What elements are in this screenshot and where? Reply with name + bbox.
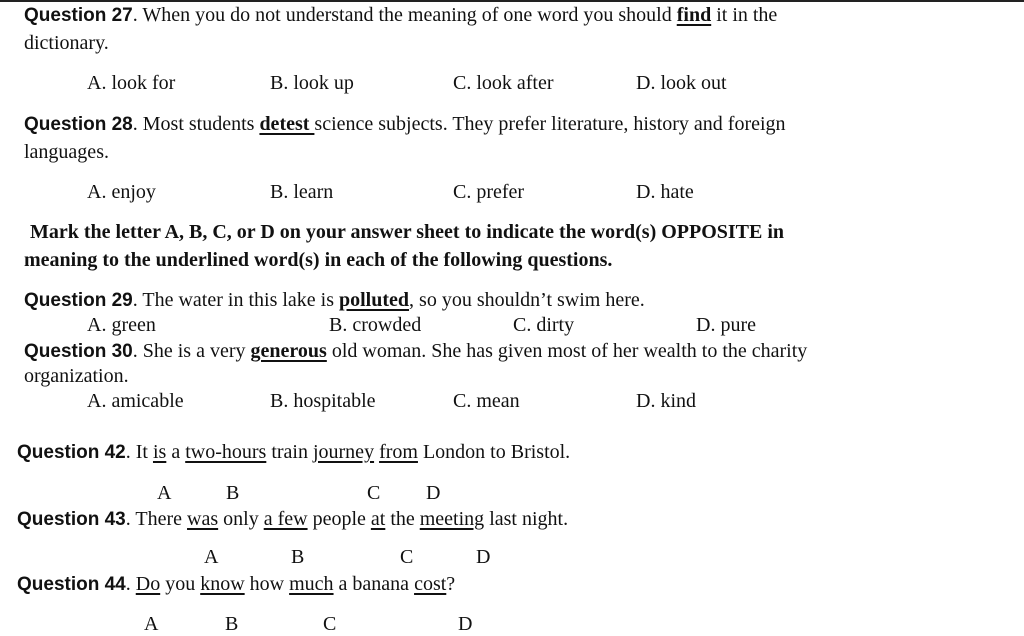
question-28-stem-line2: languages. xyxy=(24,141,109,163)
question-42-text-2: a xyxy=(166,441,186,463)
instruction-line-1: Mark the letter A, B, C, or D on your answer sheet to indicate the word(s) OPPOSITE in xyxy=(30,221,785,243)
question-44-underlined-b: know xyxy=(200,573,245,595)
question-27-text-before: . When you do not understand the meaning of one word you should xyxy=(132,4,677,26)
question-27-stem-line2: dictionary. xyxy=(24,32,109,54)
question-29-option-c[interactable]: C. dirty xyxy=(513,314,575,336)
question-42-underlined-c: journey xyxy=(312,441,375,463)
question-43-text-4: the xyxy=(385,508,420,530)
question-27-option-a[interactable]: A. look for xyxy=(87,72,176,94)
question-43-underlined-a: was xyxy=(187,508,219,530)
question-44-letter-a[interactable]: A xyxy=(144,613,159,635)
question-29-option-d[interactable]: D. pure xyxy=(696,314,756,336)
question-44-letter-b[interactable]: B xyxy=(225,613,239,635)
question-27-option-c[interactable]: C. look after xyxy=(453,72,554,94)
question-43-stem xyxy=(17,507,568,532)
question-29-text-after: , so you shouldn’t swim here. xyxy=(409,289,645,311)
top-rule xyxy=(0,0,1024,2)
question-42-letter-d[interactable]: D xyxy=(426,482,441,504)
question-44-underlined-d: cost xyxy=(414,573,447,595)
question-43-underlined-d: meeting xyxy=(419,508,485,530)
question-43-text-1: . There xyxy=(125,508,188,530)
question-44-text-2: you xyxy=(160,573,201,595)
question-27-stem xyxy=(24,3,777,28)
question-30-text-before: . She is a very xyxy=(132,340,251,362)
question-44-text-3: how xyxy=(244,573,290,595)
question-43-text-5: last night. xyxy=(484,508,569,530)
question-28-stem xyxy=(24,112,786,137)
question-29-stem xyxy=(24,288,645,313)
question-44-letter-d[interactable]: D xyxy=(458,613,473,635)
question-42-text-3: train xyxy=(266,441,313,463)
question-27-text-after: it in the xyxy=(711,4,778,26)
question-43-letter-c[interactable]: C xyxy=(400,546,414,568)
question-44-text-5: ? xyxy=(446,573,456,595)
question-42-underlined-a: is xyxy=(152,441,167,463)
question-28-option-b[interactable]: B. learn xyxy=(270,181,334,203)
instruction-line-2: meaning to the underlined word(s) in each of the following questions. xyxy=(24,249,613,271)
question-29-option-a[interactable]: A. green xyxy=(87,314,156,336)
question-42-text-1: . It xyxy=(125,441,153,463)
question-42-underlined-d: from xyxy=(379,441,418,463)
question-42-letter-c[interactable]: C xyxy=(367,482,381,504)
question-27-label: Question 27 xyxy=(24,5,133,26)
question-44-text-1: . xyxy=(125,573,136,595)
question-30-option-a[interactable]: A. amicable xyxy=(87,390,184,412)
question-30-option-d[interactable]: D. kind xyxy=(636,390,696,412)
question-29-underlined-word: polluted xyxy=(339,289,410,311)
question-43-letter-a[interactable]: A xyxy=(204,546,219,568)
question-43-text-3: people xyxy=(307,508,371,530)
question-28-underlined-word: detest xyxy=(259,113,315,135)
question-28-option-d[interactable]: D. hate xyxy=(636,181,694,203)
question-43-underlined-b: a few xyxy=(263,508,308,530)
question-30-underlined-word: generous xyxy=(250,340,327,362)
question-44-text-4: a banana xyxy=(333,573,415,595)
question-29-option-b[interactable]: B. crowded xyxy=(329,314,422,336)
question-43-label: Question 43 xyxy=(17,509,126,530)
question-28-option-c[interactable]: C. prefer xyxy=(453,181,525,203)
question-29-text-before: . The water in this lake is xyxy=(132,289,339,311)
question-44-underlined-a: Do xyxy=(135,573,161,595)
question-42-letter-a[interactable]: A xyxy=(157,482,172,504)
question-30-text-after: old woman. She has given most of her wealth to the charity xyxy=(326,340,808,362)
question-27-underlined-word: find xyxy=(676,4,712,26)
question-27-option-b[interactable]: B. look up xyxy=(270,72,354,94)
question-42-label: Question 42 xyxy=(17,442,126,463)
question-43-letter-b[interactable]: B xyxy=(291,546,305,568)
question-30-stem-line2: organization. xyxy=(24,365,129,387)
question-43-underlined-c: at xyxy=(370,508,386,530)
question-28-label: Question 28 xyxy=(24,114,133,135)
question-30-option-b[interactable]: B. hospitable xyxy=(270,390,376,412)
question-43-text-2: only xyxy=(218,508,264,530)
question-29-label: Question 29 xyxy=(24,290,133,311)
question-42-letter-b[interactable]: B xyxy=(226,482,240,504)
question-27-option-d[interactable]: D. look out xyxy=(636,72,727,94)
question-43-letter-d[interactable]: D xyxy=(476,546,491,568)
question-42-underlined-b: two-hours xyxy=(185,441,267,463)
question-28-text-before: . Most students xyxy=(132,113,260,135)
question-30-label: Question 30 xyxy=(24,341,133,362)
question-44-label: Question 44 xyxy=(17,574,126,595)
question-42-stem xyxy=(17,440,570,465)
question-44-stem xyxy=(17,572,455,597)
question-42-text-5: London to Bristol. xyxy=(417,441,571,463)
question-30-stem xyxy=(24,339,807,364)
question-28-text-after: science subjects. They prefer literature, history and foreign xyxy=(314,113,786,135)
question-28-option-a[interactable]: A. enjoy xyxy=(87,181,156,203)
question-44-letter-c[interactable]: C xyxy=(323,613,337,635)
question-44-underlined-c: much xyxy=(289,573,334,595)
question-30-option-c[interactable]: C. mean xyxy=(453,390,520,412)
